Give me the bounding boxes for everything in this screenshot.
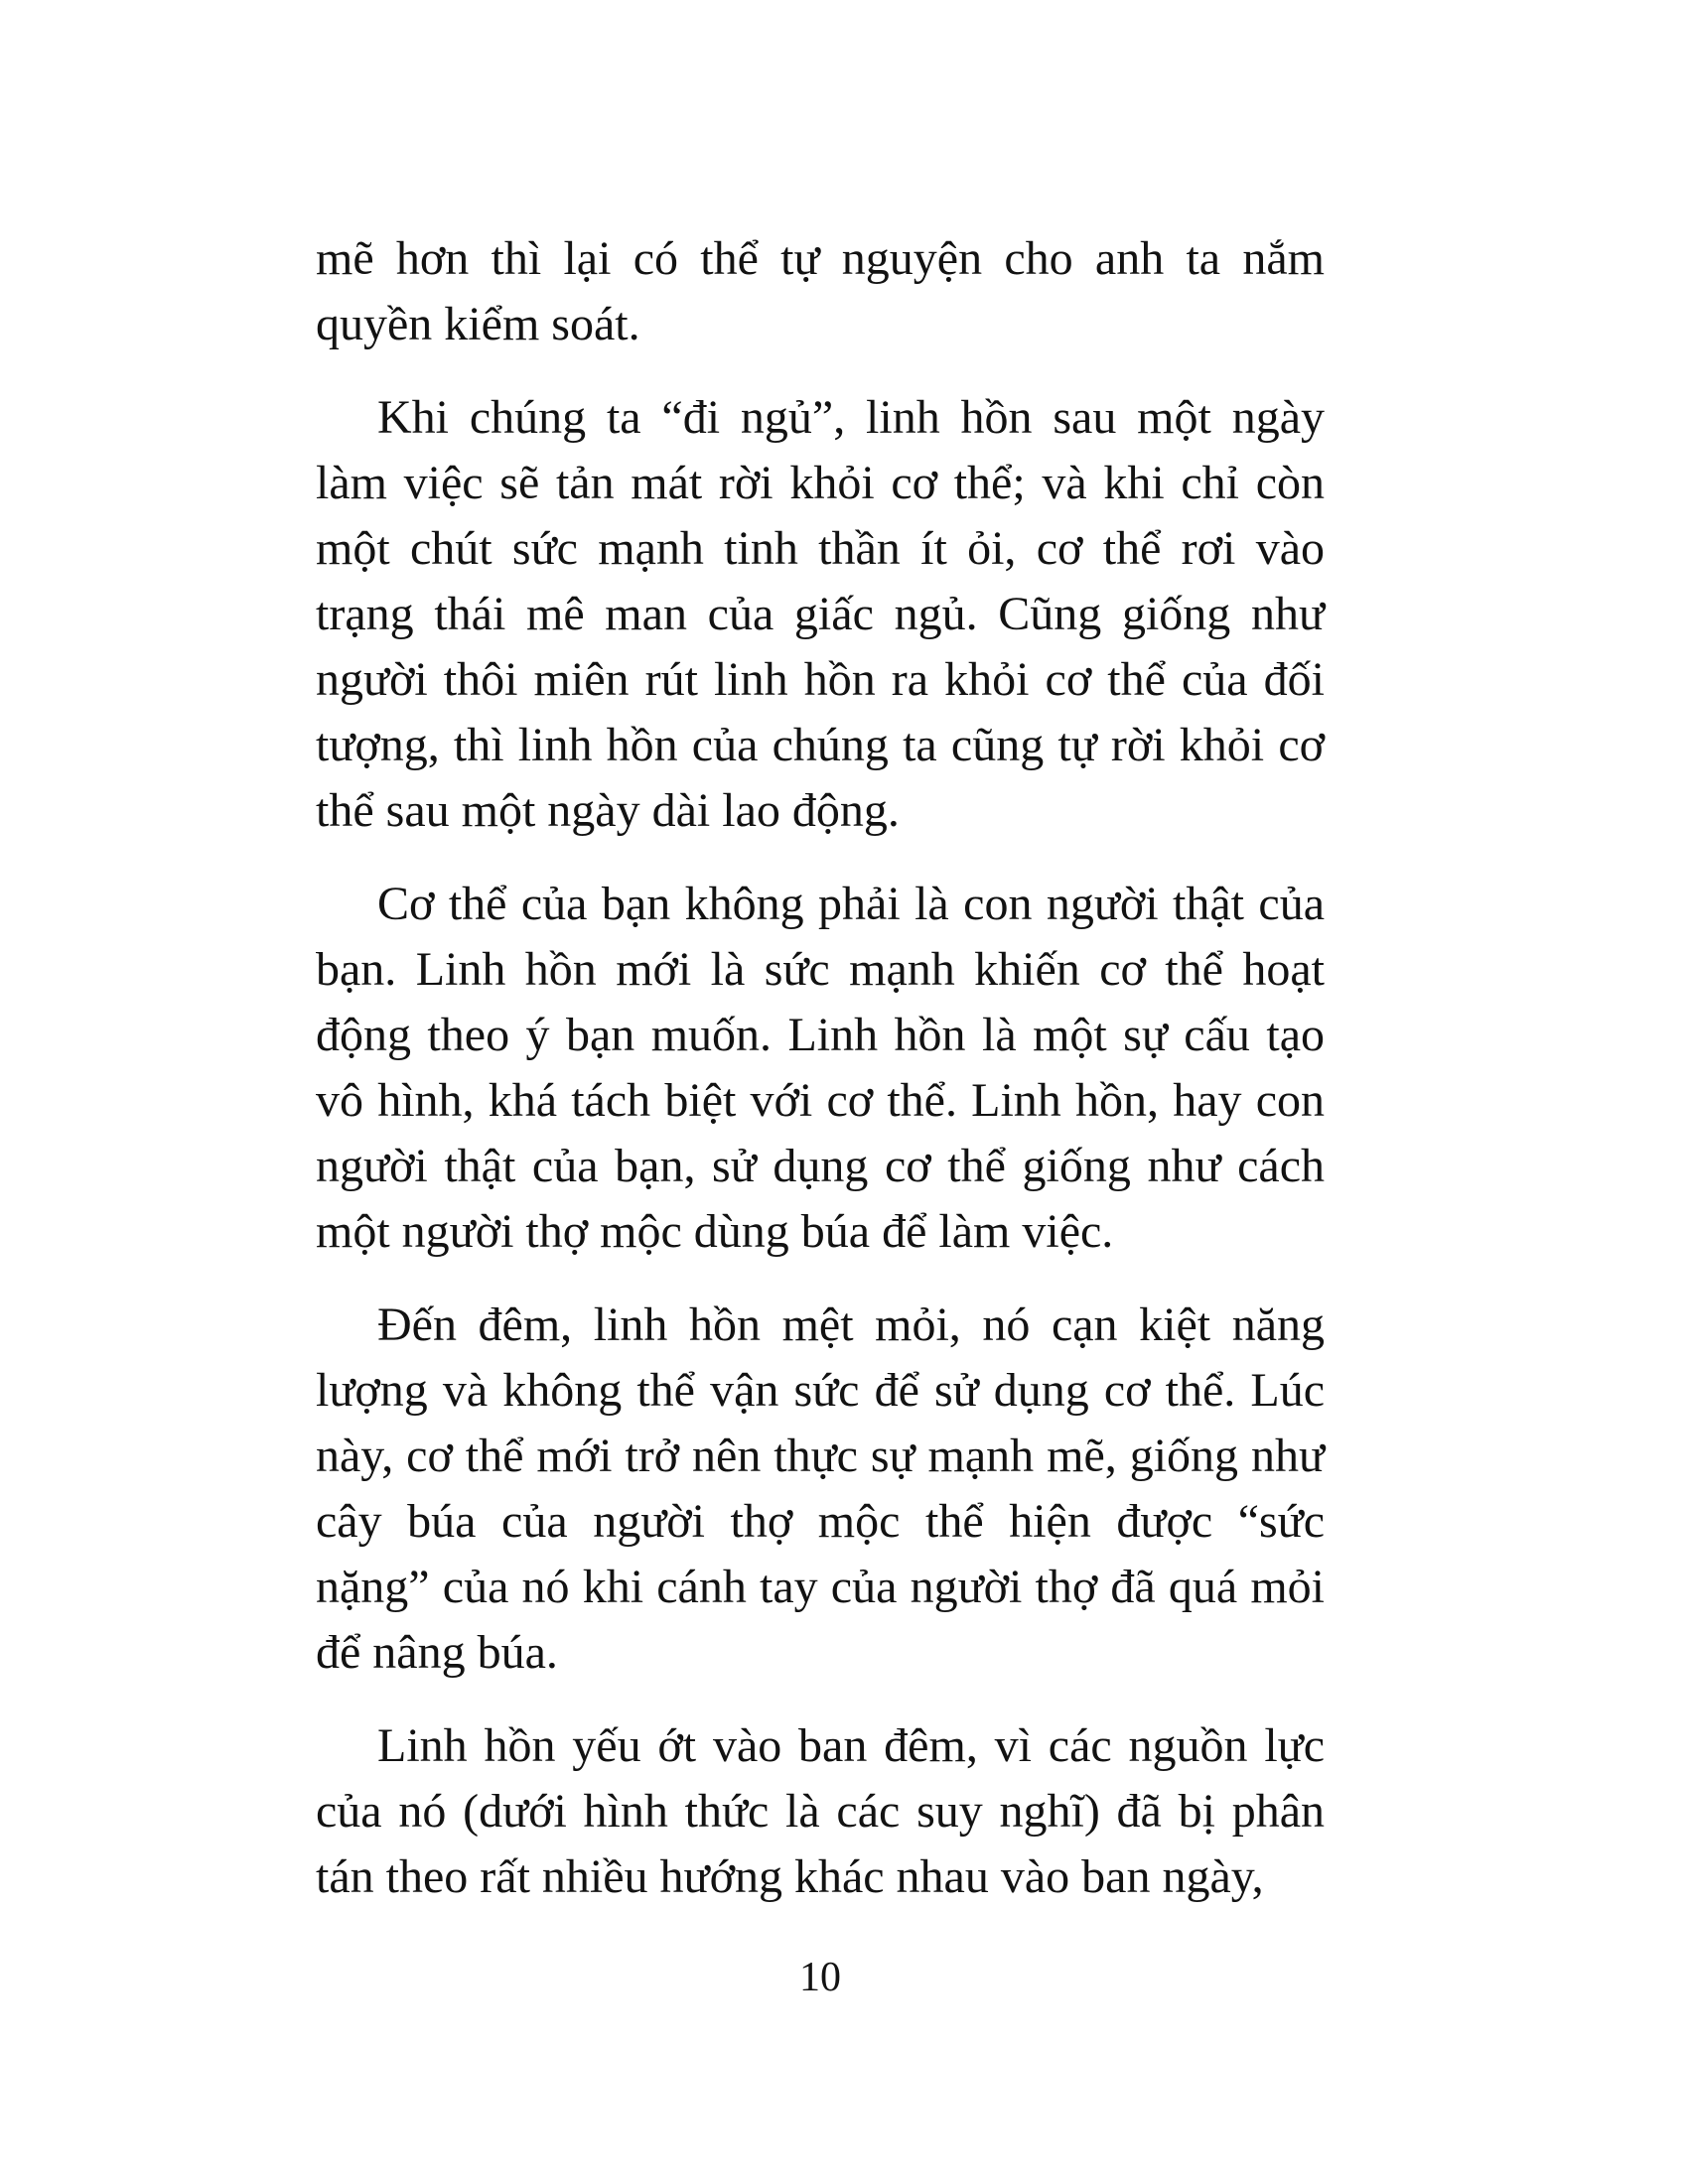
body-paragraph: Đến đêm, linh hồn mệt mỏi, nó cạn kiệt năng lượng và không thể vận sức để sử dụng cơ thể. Lúc này, cơ thể mới trở nên thực sự mạnh mẽ, giống như cây búa của người thợ mộc thể hiện được “sức nặng” của nó khi cánh tay của người thợ đã quá mỏi để nâng búa. bbox=[316, 1298, 1325, 1679]
body-paragraph: Cơ thể của bạn không phải là con người thật của bạn. Linh hồn mới là sức mạnh khiến cơ thể hoạt động theo ý bạn muốn. Linh hồn là một sự cấu tạo vô hình, khá tách biệt với cơ thể. Linh hồn, hay con người thật của bạn, sử dụng cơ thể giống như cách một người thợ mộc dùng búa để làm việc. bbox=[316, 878, 1325, 1258]
page-text-block bbox=[316, 226, 1325, 1938]
page-number: 10 bbox=[799, 1955, 841, 2000]
body-paragraph: mẽ hơn thì lại có thể tự nguyện cho anh ta nắm quyền kiểm soát. bbox=[316, 232, 1325, 350]
body-paragraph: Khi chúng ta “đi ngủ”, linh hồn sau một ngày làm việc sẽ tản mát rời khỏi cơ thể; và khi chỉ còn một chút sức mạnh tinh thần ít ỏi, cơ thể rơi vào trạng thái mê man của giấc ngủ. Cũng giống như người thôi miên rút linh hồn ra khỏi cơ thể của đối tượng, thì linh hồn của chúng ta cũng tự rời khỏi cơ thể sau một ngày dài lao động. bbox=[316, 391, 1325, 837]
body-paragraph: Linh hồn yếu ớt vào ban đêm, vì các nguồn lực của nó (dưới hình thức là các suy nghĩ) đã bị phân tán theo rất nhiều hướng khác nhau vào ban ngày, bbox=[316, 1719, 1325, 1903]
